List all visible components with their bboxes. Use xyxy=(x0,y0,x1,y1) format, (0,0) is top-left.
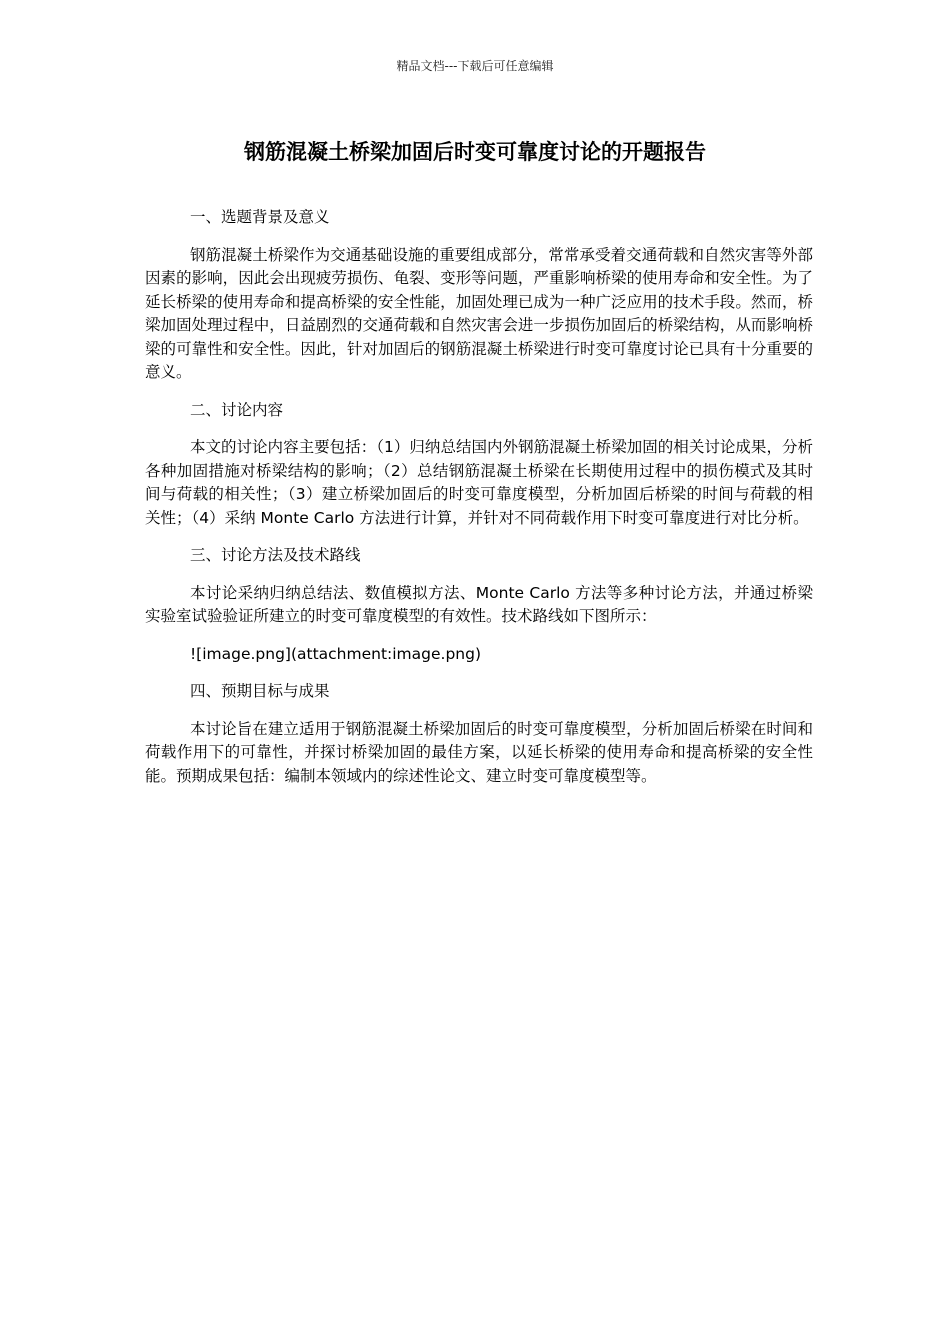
document-body xyxy=(145,206,813,802)
paragraph: 本文的讨论内容主要包括：（1）归纳总结国内外钢筋混凝土桥梁加固的相关讨论成果，分析各种加固措施对桥梁结构的影响；（2）总结钢筋混凝土桥梁在长期使用过程中的损伤模式及其时间与荷载的相关性；（3）建立桥梁加固后的时变可靠度模型，分析加固后桥梁的时间与荷载的相关性；（4）采纳 Monte Carlo 方法进行计算，并针对不同荷载作用下时变可靠度进行对比分析。 xyxy=(145,438,813,527)
paragraph: 钢筋混凝土桥梁作为交通基础设施的重要组成部分，常常承受着交通荷载和自然灾害等外部因素的影响，因此会出现疲劳损伤、龟裂、变形等问题，严重影响桥梁的使用寿命和安全性。为了延长桥梁的使用寿命和提高桥梁的安全性能，加固处理已成为一种广泛应用的技术手段。然而，桥梁加固处理过程中，日益剧烈的交通荷载和自然灾害会进一步损伤加固后的桥梁结构，从而影响桥梁的可靠性和安全性。因此，针对加固后的钢筋混凝土桥梁进行时变可靠度讨论已具有十分重要的意义。 xyxy=(145,245,813,381)
section-methods xyxy=(145,544,813,666)
document-title: 钢筋混凝土桥梁加固后时变可靠度讨论的开题报告 xyxy=(244,140,706,164)
section-heading: 二、讨论内容 xyxy=(189,400,283,419)
header-note: 精品文档---下载后可任意编辑 xyxy=(396,59,554,73)
section-content xyxy=(145,399,813,531)
section-heading: 三、讨论方法及技术路线 xyxy=(189,546,361,564)
section-heading: 一、选题背景及意义 xyxy=(189,208,330,226)
section-goals xyxy=(145,680,813,788)
paragraph: 本讨论采纳归纳总结法、数值模拟方法、Monte Carlo 方法等多种讨论方法，并通过桥梁实验室试验验证所建立的时变可靠度模型的有效性。技术路线如下图所示： xyxy=(145,583,813,625)
section-heading: 四、预期目标与成果 xyxy=(189,682,330,700)
image-placeholder-text: ![image.png](attachment:image.png) xyxy=(189,644,482,663)
paragraph: 本讨论旨在建立适用于钢筋混凝土桥梁加固后的时变可靠度模型，分析加固后桥梁在时间和荷载作用下的可靠性，并探讨桥梁加固的最佳方案，以延长桥梁的使用寿命和提高桥梁的安全性能。预期成果包括：编制本领域内的综述性论文、建立时变可靠度模型等。 xyxy=(145,719,813,785)
section-background xyxy=(145,206,813,385)
